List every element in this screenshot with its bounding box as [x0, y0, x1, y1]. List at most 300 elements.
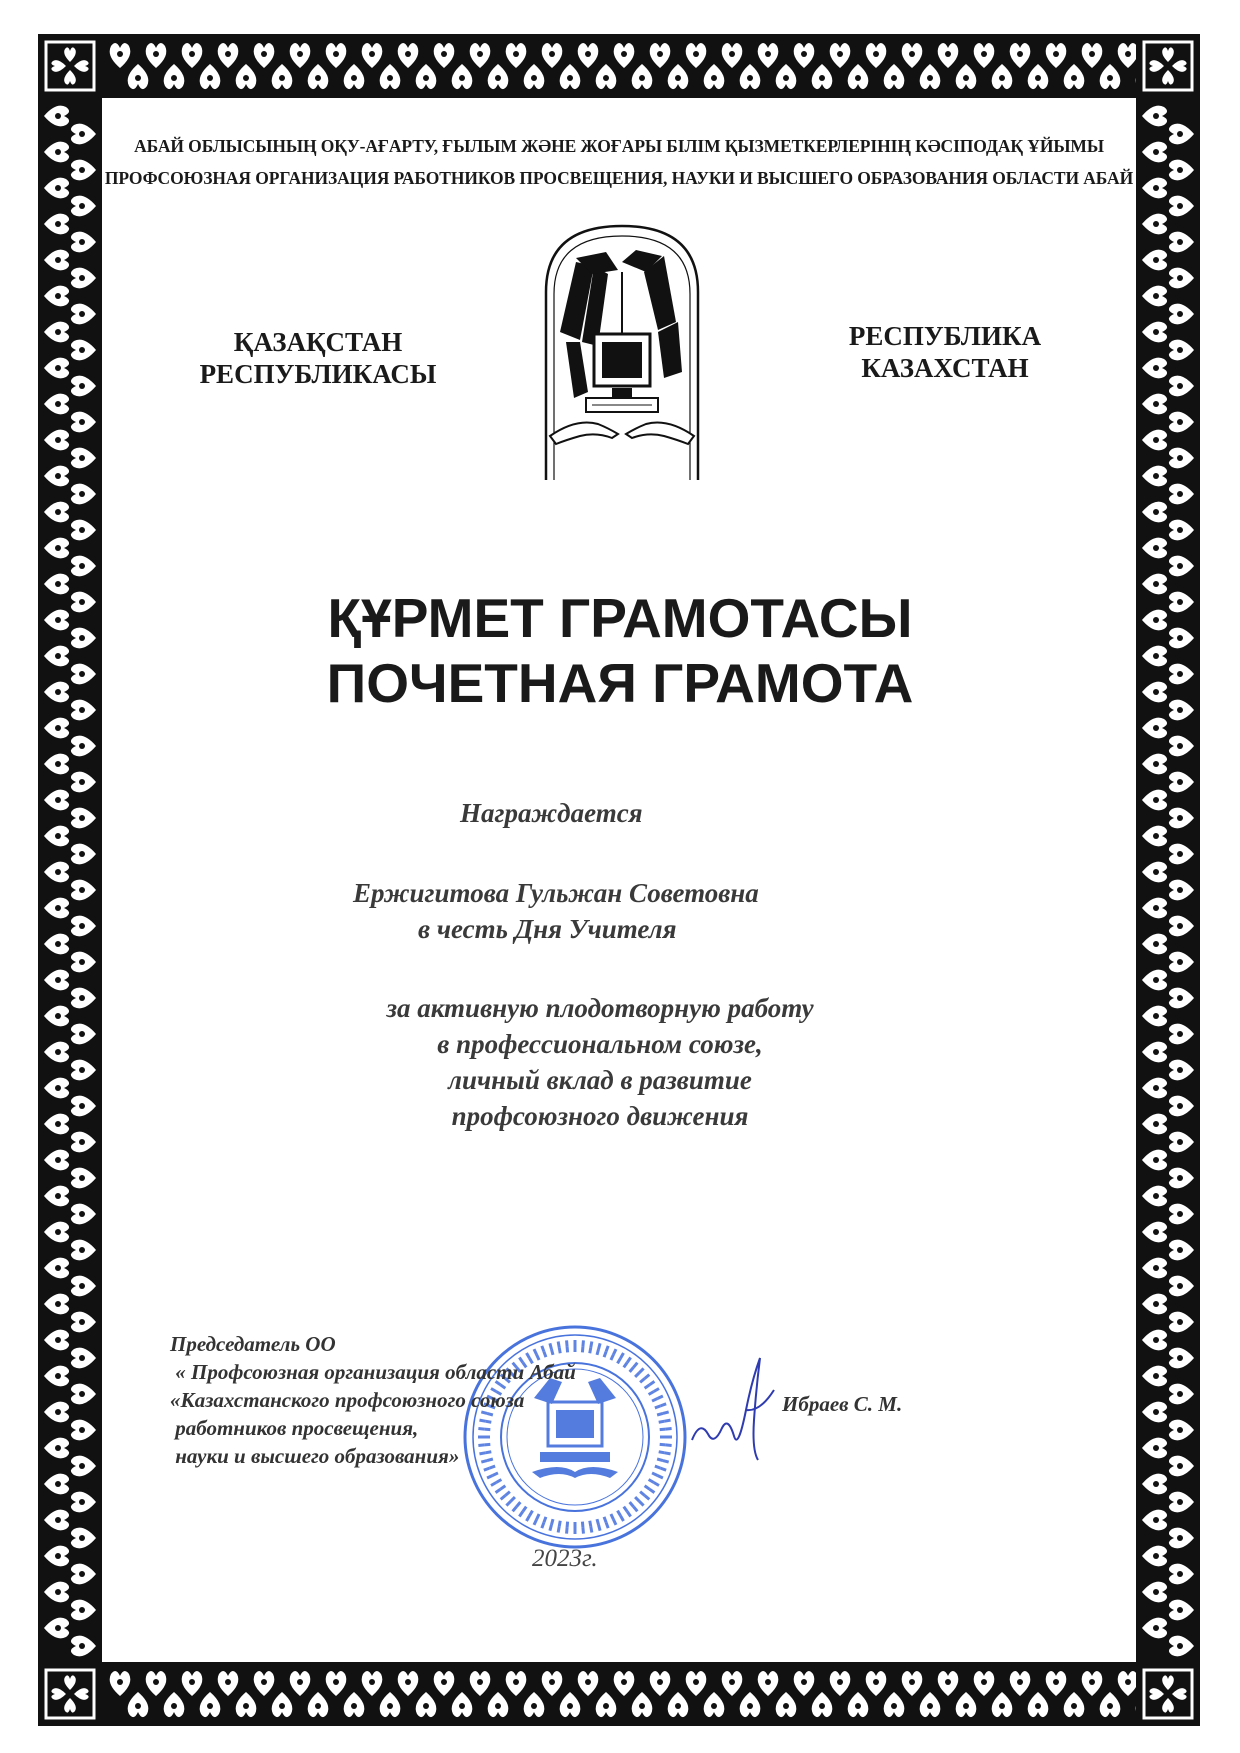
- ornamental-border-left: [38, 34, 102, 1726]
- border-motif: [1169, 772, 1194, 793]
- border-motif: [686, 1671, 707, 1696]
- ornamental-border-bottom: [38, 1662, 1200, 1726]
- border-motif: [1169, 1204, 1194, 1225]
- border-motif: [704, 1692, 725, 1717]
- border-motif: [1169, 808, 1194, 829]
- border-motif: [1142, 1510, 1167, 1531]
- border-motif: [380, 64, 401, 89]
- border-motif: [200, 64, 221, 89]
- border-motif: [1142, 1258, 1167, 1279]
- border-motif: [1169, 160, 1194, 181]
- border-motif: [614, 43, 635, 68]
- border-motif: [71, 1492, 96, 1513]
- border-motif: [830, 43, 851, 68]
- border-motif: [308, 64, 329, 89]
- border-motif: [452, 64, 473, 89]
- border-motif: [182, 1671, 203, 1696]
- border-motif: [71, 448, 96, 469]
- border-motif: [218, 1671, 239, 1696]
- award-reason-line: за активную плодотворную работу: [386, 993, 814, 1023]
- border-motif: [71, 160, 96, 181]
- border-motif: [254, 43, 275, 68]
- border-motif: [416, 1692, 437, 1717]
- border-motif: [71, 1096, 96, 1117]
- border-motif: [1142, 718, 1167, 739]
- border-motif: [398, 43, 419, 68]
- border-motif: [722, 1671, 743, 1696]
- border-motif: [704, 64, 725, 89]
- border-motif: [1169, 1528, 1194, 1549]
- border-motif: [308, 1692, 329, 1717]
- border-motif: [1142, 862, 1167, 883]
- border-motif: [1142, 1294, 1167, 1315]
- border-motif: [71, 1564, 96, 1585]
- border-motif: [1169, 736, 1194, 757]
- border-motif: [1100, 1692, 1121, 1717]
- border-motif: [1169, 1060, 1194, 1081]
- border-motif: [71, 1312, 96, 1333]
- border-motif: [44, 178, 69, 199]
- border-motif: [71, 484, 96, 505]
- border-motif: [1169, 520, 1194, 541]
- border-motif: [71, 520, 96, 541]
- border-motif: [44, 358, 69, 379]
- border-motif: [1169, 448, 1194, 469]
- border-motif: [506, 1671, 527, 1696]
- border-motif: [776, 64, 797, 89]
- border-motif: [44, 646, 69, 667]
- border-pattern-bottom: [38, 1662, 1200, 1726]
- border-motif: [146, 43, 167, 68]
- border-motif: [848, 64, 869, 89]
- border-motif: [920, 1692, 941, 1717]
- border-motif: [776, 1692, 797, 1717]
- border-motif: [938, 43, 959, 68]
- border-motif: [1169, 376, 1194, 397]
- border-motif: [1100, 64, 1121, 89]
- border-motif: [71, 988, 96, 1009]
- border-motif: [1142, 1222, 1167, 1243]
- border-motif: [1028, 1692, 1049, 1717]
- border-motif: [200, 1692, 221, 1717]
- border-motif: [146, 1671, 167, 1696]
- border-motif: [44, 718, 69, 739]
- border-motif: [668, 1692, 689, 1717]
- border-motif: [1142, 286, 1167, 307]
- border-motif: [44, 826, 69, 847]
- border-motif: [1169, 1348, 1194, 1369]
- border-motif: [1010, 1671, 1031, 1696]
- border-motif: [632, 64, 653, 89]
- border-motif: [470, 43, 491, 68]
- border-motif: [632, 1692, 653, 1717]
- border-motif: [902, 43, 923, 68]
- border-motif: [1142, 970, 1167, 991]
- border-motif: [71, 1348, 96, 1369]
- border-motif: [344, 1692, 365, 1717]
- border-motif: [71, 1420, 96, 1441]
- border-motif: [71, 412, 96, 433]
- border-motif: [1028, 64, 1049, 89]
- border-motif: [44, 286, 69, 307]
- award-occasion: в честь Дня Учителя: [418, 914, 677, 944]
- border-motif: [560, 64, 581, 89]
- border-motif: [71, 268, 96, 289]
- border-motif: [44, 502, 69, 523]
- border-motif: [1142, 142, 1167, 163]
- border-motif: [128, 64, 149, 89]
- border-motif: [71, 232, 96, 253]
- border-motif: [434, 1671, 455, 1696]
- border-motif: [1046, 43, 1067, 68]
- border-motif: [44, 430, 69, 451]
- border-motif: [44, 1546, 69, 1567]
- border-motif: [1142, 1582, 1167, 1603]
- border-motif: [902, 1671, 923, 1696]
- border-motif: [1169, 700, 1194, 721]
- border-motif: [44, 1294, 69, 1315]
- border-motif: [71, 1060, 96, 1081]
- border-motif: [1142, 430, 1167, 451]
- recipient-name: Ержигитова Гульжан Советовна: [353, 878, 759, 908]
- border-motif: [71, 1024, 96, 1045]
- border-motif: [1169, 1312, 1194, 1333]
- border-motif: [71, 1132, 96, 1153]
- border-motif: [1169, 340, 1194, 361]
- border-motif: [1142, 1186, 1167, 1207]
- border-motif: [44, 898, 69, 919]
- border-motif: [740, 64, 761, 89]
- border-motif: [1142, 1042, 1167, 1063]
- border-motif: [71, 556, 96, 577]
- border-motif: [272, 1692, 293, 1717]
- border-motif: [128, 1692, 149, 1717]
- border-motif: [1169, 1456, 1194, 1477]
- border-motif: [974, 1671, 995, 1696]
- chair-line: работников просвещения,: [170, 1416, 419, 1440]
- border-motif: [1169, 1132, 1194, 1153]
- union-emblem-icon: [536, 222, 708, 482]
- border-motif: [1142, 790, 1167, 811]
- border-motif: [1169, 988, 1194, 1009]
- border-motif: [1169, 1168, 1194, 1189]
- border-motif: [164, 1692, 185, 1717]
- chairperson-block: [170, 1330, 576, 1470]
- border-motif: [740, 1692, 761, 1717]
- border-motif: [326, 1671, 347, 1696]
- border-motif: [236, 64, 257, 89]
- border-motif: [71, 1168, 96, 1189]
- border-motif: [44, 106, 69, 127]
- border-motif: [1169, 664, 1194, 685]
- border-motif: [1169, 1276, 1194, 1297]
- border-motif: [920, 64, 941, 89]
- border-motif: [362, 43, 383, 68]
- border-pattern-top: [38, 34, 1200, 98]
- border-motif: [830, 1671, 851, 1696]
- border-motif: [71, 1636, 96, 1657]
- border-motif: [974, 43, 995, 68]
- border-motif: [452, 1692, 473, 1717]
- border-motif: [44, 1510, 69, 1531]
- border-motif: [1169, 412, 1194, 433]
- border-corner-ornament: [1136, 34, 1200, 98]
- border-motif: [596, 64, 617, 89]
- border-motif: [71, 1240, 96, 1261]
- border-motif: [71, 664, 96, 685]
- border-motif: [1169, 556, 1194, 577]
- border-motif: [434, 43, 455, 68]
- border-motif: [1082, 43, 1103, 68]
- border-motif: [866, 1671, 887, 1696]
- border-motif: [1142, 1150, 1167, 1171]
- border-motif: [71, 736, 96, 757]
- chair-line: Председатель ОО: [170, 1332, 336, 1356]
- border-motif: [470, 1671, 491, 1696]
- chair-line: науки и высшего образования»: [170, 1444, 460, 1468]
- border-motif: [44, 1258, 69, 1279]
- border-motif: [71, 1204, 96, 1225]
- border-motif: [1169, 196, 1194, 217]
- border-motif: [1169, 124, 1194, 145]
- border-motif: [236, 1692, 257, 1717]
- border-motif: [1169, 1096, 1194, 1117]
- border-motif: [758, 1671, 779, 1696]
- border-motif: [71, 844, 96, 865]
- border-motif: [44, 1006, 69, 1027]
- awarded-label: Награждается: [460, 798, 643, 828]
- border-motif: [71, 376, 96, 397]
- border-motif: [44, 142, 69, 163]
- border-motif: [1142, 538, 1167, 559]
- border-motif: [884, 1692, 905, 1717]
- border-motif: [110, 1671, 131, 1696]
- border-motif: [1142, 466, 1167, 487]
- border-motif: [992, 64, 1013, 89]
- border-motif: [1142, 1474, 1167, 1495]
- border-motif: [44, 1366, 69, 1387]
- country-label-ru: [805, 320, 1085, 384]
- chair-line: «Казахстанского профсоюзного союза: [170, 1388, 525, 1412]
- border-motif: [560, 1692, 581, 1717]
- border-motif: [71, 592, 96, 613]
- border-motif: [44, 1402, 69, 1423]
- border-motif: [524, 1692, 545, 1717]
- border-motif: [1169, 844, 1194, 865]
- border-motif: [44, 934, 69, 955]
- border-motif: [44, 1222, 69, 1243]
- border-motif: [44, 250, 69, 271]
- border-motif: [668, 64, 689, 89]
- border-motif: [71, 340, 96, 361]
- border-motif: [1142, 1366, 1167, 1387]
- country-ru-line: КАЗАХСТАН: [861, 353, 1029, 383]
- border-motif: [71, 808, 96, 829]
- border-motif: [71, 628, 96, 649]
- border-motif: [44, 1150, 69, 1171]
- border-motif: [1142, 358, 1167, 379]
- country-ru-line: РЕСПУБЛИКА: [848, 321, 1042, 351]
- border-motif: [416, 64, 437, 89]
- org-name-kz: АБАЙ ОБЛЫСЫНЫҢ ОҚУ-АҒАРТУ, ҒЫЛЫМ ЖӘНЕ ЖОҒАРЫ БІЛІМ ҚЫЗМЕТКЕРЛЕРІНІҢ КӘСІПОДАҚ ҰЙЫМЫ: [134, 136, 1104, 156]
- border-motif: [1169, 1024, 1194, 1045]
- border-motif: [1142, 934, 1167, 955]
- border-motif: [650, 43, 671, 68]
- border-motif: [1010, 43, 1031, 68]
- border-motif: [44, 538, 69, 559]
- border-motif: [1169, 1492, 1194, 1513]
- border-motif: [1142, 1330, 1167, 1351]
- chair-line: « Профсоюзная организация области Абай: [170, 1360, 576, 1384]
- border-motif: [71, 880, 96, 901]
- border-motif: [1169, 268, 1194, 289]
- signer-name: Ибраев С. М.: [782, 1392, 903, 1416]
- border-corner-ornament: [1136, 1662, 1200, 1726]
- border-motif: [488, 64, 509, 89]
- certificate-title-ru: ПОЧЕТНАЯ ГРАМОТА: [326, 652, 914, 714]
- border-motif: [1169, 1384, 1194, 1405]
- border-motif: [1142, 1618, 1167, 1639]
- border-motif: [812, 64, 833, 89]
- border-motif: [1169, 1240, 1194, 1261]
- border-motif: [686, 43, 707, 68]
- border-motif: [1142, 1006, 1167, 1027]
- border-motif: [110, 43, 131, 68]
- border-motif: [380, 1692, 401, 1717]
- border-motif: [44, 1330, 69, 1351]
- border-motif: [1142, 1546, 1167, 1567]
- border-motif: [44, 1438, 69, 1459]
- border-motif: [488, 1692, 509, 1717]
- border-motif: [866, 43, 887, 68]
- border-corner-ornament: [38, 1662, 102, 1726]
- border-motif: [44, 610, 69, 631]
- border-motif: [44, 1114, 69, 1135]
- border-motif: [578, 43, 599, 68]
- border-motif: [1169, 916, 1194, 937]
- border-motif: [44, 1474, 69, 1495]
- border-motif: [218, 43, 239, 68]
- border-motif: [1142, 826, 1167, 847]
- border-motif: [614, 1671, 635, 1696]
- border-motif: [71, 304, 96, 325]
- border-motif: [398, 1671, 419, 1696]
- country-kz-line: ҚАЗАҚСТАН: [233, 327, 403, 357]
- border-motif: [326, 43, 347, 68]
- border-motif: [290, 1671, 311, 1696]
- border-motif: [71, 952, 96, 973]
- border-motif: [1142, 178, 1167, 199]
- border-pattern-left: [38, 34, 102, 1726]
- border-motif: [44, 1186, 69, 1207]
- border-motif: [596, 1692, 617, 1717]
- border-motif: [1142, 1402, 1167, 1423]
- border-motif: [542, 43, 563, 68]
- border-motif: [1142, 754, 1167, 775]
- country-kz-line: РЕСПУБЛИКАСЫ: [199, 359, 437, 389]
- border-motif: [1142, 394, 1167, 415]
- ornamental-border-top: [38, 34, 1200, 98]
- border-motif: [848, 1692, 869, 1717]
- border-motif: [1142, 610, 1167, 631]
- border-motif: [71, 1528, 96, 1549]
- border-motif: [71, 1600, 96, 1621]
- border-motif: [578, 1671, 599, 1696]
- border-motif: [1169, 1600, 1194, 1621]
- border-motif: [1142, 682, 1167, 703]
- border-motif: [44, 394, 69, 415]
- border-motif: [44, 214, 69, 235]
- border-motif: [506, 43, 527, 68]
- ornamental-border-right: [1136, 34, 1200, 1726]
- border-motif: [1169, 592, 1194, 613]
- border-motif: [44, 754, 69, 775]
- border-motif: [1142, 322, 1167, 343]
- border-motif: [956, 1692, 977, 1717]
- border-motif: [164, 64, 185, 89]
- border-motif: [794, 1671, 815, 1696]
- border-motif: [254, 1671, 275, 1696]
- border-motif: [1142, 214, 1167, 235]
- border-motif: [44, 1078, 69, 1099]
- certificate-title-kz: ҚҰРМЕТ ГРАМОТАСЫ: [327, 587, 913, 649]
- border-motif: [1142, 1078, 1167, 1099]
- border-motif: [1064, 64, 1085, 89]
- border-motif: [722, 43, 743, 68]
- border-motif: [290, 43, 311, 68]
- border-motif: [1169, 304, 1194, 325]
- border-motif: [1142, 574, 1167, 595]
- border-motif: [650, 1671, 671, 1696]
- border-motif: [1169, 1564, 1194, 1585]
- border-motif: [1064, 1692, 1085, 1717]
- border-motif: [71, 772, 96, 793]
- border-motif: [1082, 1671, 1103, 1696]
- border-motif: [344, 64, 365, 89]
- border-motif: [794, 43, 815, 68]
- award-reason: [300, 990, 900, 1134]
- border-motif: [71, 196, 96, 217]
- award-reason-line: в профессиональном союзе,: [437, 1029, 763, 1059]
- border-motif: [1142, 106, 1167, 127]
- border-motif: [884, 64, 905, 89]
- border-corner-ornament: [38, 34, 102, 98]
- border-motif: [992, 1692, 1013, 1717]
- border-motif: [44, 682, 69, 703]
- border-motif: [1046, 1671, 1067, 1696]
- certificate-year: 2023г.: [532, 1545, 598, 1572]
- border-motif: [1169, 952, 1194, 973]
- border-motif: [272, 64, 293, 89]
- border-motif: [71, 1276, 96, 1297]
- border-motif: [44, 1582, 69, 1603]
- border-motif: [1142, 250, 1167, 271]
- border-motif: [1142, 1438, 1167, 1459]
- border-motif: [71, 700, 96, 721]
- border-motif: [1169, 880, 1194, 901]
- border-motif: [938, 1671, 959, 1696]
- border-motif: [44, 1042, 69, 1063]
- border-motif: [44, 322, 69, 343]
- border-motif: [44, 862, 69, 883]
- award-reason-line: профсоюзного движения: [451, 1101, 749, 1131]
- border-motif: [362, 1671, 383, 1696]
- border-motif: [71, 1456, 96, 1477]
- border-motif: [182, 43, 203, 68]
- border-motif: [1142, 1114, 1167, 1135]
- border-motif: [44, 970, 69, 991]
- border-motif: [1169, 484, 1194, 505]
